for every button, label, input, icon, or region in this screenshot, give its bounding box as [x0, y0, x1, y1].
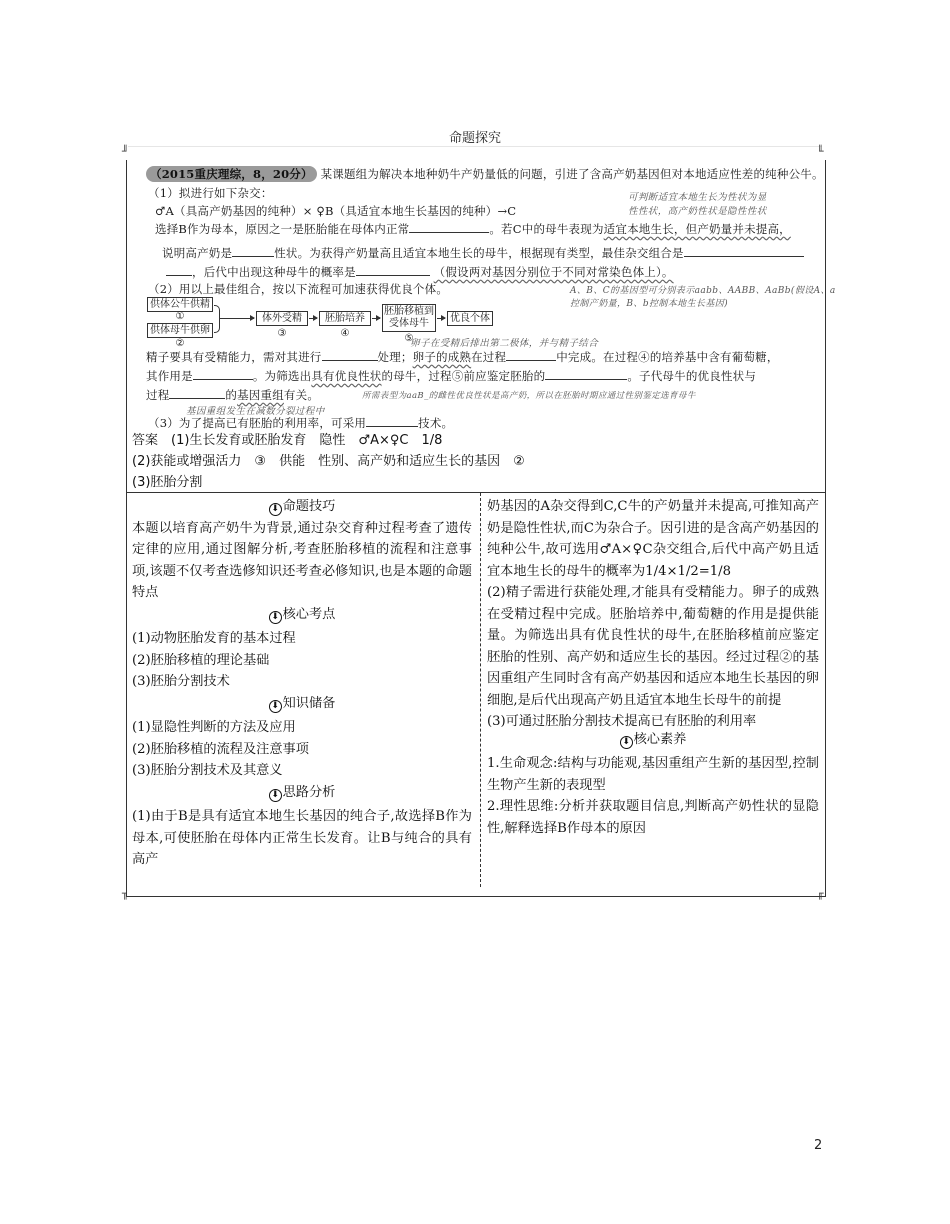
answer-blank-8: [545, 368, 627, 380]
flow-box-sperm: 供体公牛供精: [147, 297, 213, 312]
analysis-body: (1)由于B是具有适宜本地生长基因的纯合子,故选择B作为母本,可使胚胎在母体内正常生长发育。让B与纯合的具有高产: [132, 809, 472, 867]
answer-line-3: (3)胚胎分割: [132, 475, 203, 490]
question-line-c: [162, 245, 804, 261]
answer-line-2: (2)获能或增强活力 ③ 供能 性别、高产奶和适应生长的基因 ②: [132, 454, 525, 469]
core-point-item: (1)动物胚胎发育的基本过程: [132, 631, 296, 646]
flow-box-ivf: 体外受精: [256, 311, 308, 326]
wavy-underlined-text: 基因重组: [237, 388, 284, 402]
section-title-knowledge: [132, 693, 472, 715]
section-title-technique: [132, 496, 472, 518]
literacy-item: 1.生命观念:结构与功能观,基因重组产生新的基因型,控制生物产生新的表现型: [487, 756, 819, 793]
answer-blank-5: [322, 349, 378, 361]
flow-step-1: ①: [175, 311, 185, 322]
flow-brace: [214, 305, 220, 333]
analysis-continued-1: 奶基因的A杂交得到C,C牛的产奶量并未提高,可推知高产奶是隐性性状,而C为杂合子。因引进的是含高产奶基因的纯种公牛,故可选用♂A×♀C杂交组合,后代中高产奶且适宜本地生长的母牛的概率为1/4×1/2=1/8: [487, 499, 819, 579]
flow-box-result: 优良个体: [447, 311, 493, 326]
column-divider: [480, 493, 481, 887]
knowledge-item: (2)胚胎移植的流程及注意事项: [132, 741, 309, 757]
section-title-text: 核心素养: [633, 731, 687, 747]
question-line-e: [146, 349, 779, 365]
flow-step-2: ②: [175, 338, 185, 349]
analysis-continued-3: (3)可通过胚胎分割技术提高已有胚胎的利用率: [487, 714, 757, 729]
answer-blank-2: [232, 245, 274, 257]
part1-title: （1）拟进行如下杂交：: [148, 186, 273, 200]
text-segment: 。若C中的母牛表现为: [489, 222, 604, 236]
literacy-item: 2.理性思维:分析并获取题目信息,判断高产奶性状的显隐性,解释选择B作母本的原因: [487, 799, 819, 836]
flow-step-3: ③: [277, 328, 287, 339]
down-arrow-circle-icon: ⬇: [620, 736, 633, 749]
text-segment: ，后代中出现这种母牛的概率是: [192, 265, 356, 279]
handwritten-note-2b: 控制产奶量，B、b控制本地生长基因): [570, 299, 729, 309]
text-segment: 精子要具有受精能力，需对其进行: [146, 350, 322, 364]
flow-box-transfer-line2: 受体母牛: [389, 318, 429, 329]
wavy-underlined-text: （假设两对基因分别位于不同对常染色体上）。: [433, 265, 674, 279]
section-title-analysis: [132, 782, 472, 804]
text-segment: 选择B作为母本，原因之一是胚胎能在母体内正常: [155, 222, 410, 236]
answer-line-1: 答案 (1)生长发育或胚胎发育 隐性 ♂A×♀C 1/8: [132, 433, 443, 448]
flow-box-egg: 供体母牛供卵: [147, 323, 213, 338]
corner-mark-top-left: ╜: [122, 145, 129, 158]
corner-mark-bottom-left: ╖: [122, 887, 129, 900]
handwritten-note-1b: 性性状，高产奶性状是隐性性状: [628, 206, 767, 217]
flow-arrow-2: [309, 318, 317, 319]
section-divider: [126, 492, 826, 493]
core-point-item: (2)胚胎移植的理论基础: [132, 652, 270, 668]
flow-step-5: ⑤: [404, 333, 414, 344]
source-tag: （2015重庆理综，8，20分）: [146, 166, 317, 182]
knowledge-item: (3)胚胎分割技术及其意义: [132, 763, 283, 778]
text-segment: 的: [225, 388, 238, 402]
left-column: [132, 496, 472, 871]
answer-block: [132, 430, 822, 493]
text-segment: 有关。: [283, 388, 320, 402]
text-segment: （3）为了提高已有胚胎的利用率，可采用: [148, 416, 367, 430]
text-segment: 技术。: [418, 416, 454, 430]
question-line-d: [166, 264, 674, 280]
down-arrow-circle-icon: ⬇: [269, 503, 282, 516]
question-line-f: [146, 368, 756, 384]
text-segment: 其作用是: [146, 369, 193, 383]
section-title-text: 命题技巧: [282, 499, 336, 514]
flow-arrow-4: [437, 318, 445, 319]
text-segment: 中完成。在过程④的培养基中含有葡萄糖，: [556, 350, 779, 364]
handwritten-note-4: 所需表型为aaB_的雌性优良性状是高产奶，所以在胚胎时期应通过性别鉴定选育母牛: [362, 391, 696, 401]
answer-blank-7: [193, 368, 253, 380]
flow-arrow-3: [372, 318, 380, 319]
flow-step-4: ④: [340, 328, 350, 339]
section-title-text: 思路分析: [282, 784, 336, 800]
question-stem-line: [146, 166, 824, 182]
handwritten-note-3: 卵子在受精后排出第二极体，并与精子结合: [410, 338, 599, 349]
text-segment: 处理；: [377, 350, 413, 364]
page-header-title: 命题探究: [448, 131, 501, 146]
flow-box-transfer: [382, 304, 436, 332]
answer-blank-4: [356, 264, 430, 276]
handwritten-note-1a: 可判断适宜本地生长为性状为显: [628, 192, 767, 203]
down-arrow-circle-icon: ⬇: [269, 789, 282, 802]
question-stem: 某课题组为解决本地种奶牛产奶量低的问题，引进了含高产奶基因但对本地适应性差的纯种公牛。: [320, 167, 824, 181]
corner-mark-top-right: ╙: [817, 145, 824, 158]
down-arrow-circle-icon: ⬇: [269, 700, 282, 713]
handwritten-note-2a: A、B、C的基因型可分别表示aabb、AABB、AaBb(假设A、a: [570, 286, 836, 296]
section-title-text: 知识储备: [282, 695, 336, 711]
section-title-core-points: [132, 604, 472, 626]
text-segment: 。为筛选出: [252, 369, 312, 383]
section-title-text: 核心考点: [282, 606, 336, 622]
text-segment: 过程: [146, 388, 170, 402]
right-column: [487, 496, 819, 839]
text-segment: 的母牛，过程⑤前应鉴定胚胎的: [381, 369, 546, 383]
question-line-b: [155, 221, 791, 237]
wavy-underlined-text: 卵子的成熟: [412, 350, 472, 364]
flow-box-transfer-line1: 胚胎移植到: [384, 306, 434, 317]
knowledge-item: (1)显隐性判断的方法及应用: [132, 720, 296, 735]
text-segment: 说明高产奶是: [162, 246, 233, 260]
wavy-underlined-text: 具有优良性状: [311, 369, 382, 383]
text-segment: 在过程: [471, 350, 507, 364]
down-arrow-circle-icon: ⬇: [269, 611, 282, 624]
part3-line: [148, 415, 453, 431]
flow-box-culture: 胚胎培养: [319, 311, 371, 326]
answer-blank-10: [366, 415, 418, 427]
core-point-item: (3)胚胎分割技术: [132, 674, 230, 689]
technique-body: 本题以培育高产奶牛为背景,通过杂交育种过程考查了遗传定律的应用,通过图解分析,考查胚胎移植的流程和注意事项,该题不仅考查选修知识还考查必修知识,也是本题的命题特点: [132, 520, 472, 600]
text-segment: 性状。为获得产奶量高且适宜本地生长的母牛，根据现有类型，最佳杂交组合是: [274, 246, 684, 260]
corner-mark-bottom-right: ╓: [817, 887, 824, 900]
handwritten-note-5: 基因重组发生在减数分裂过程中: [186, 406, 325, 417]
header-rule: [128, 146, 822, 147]
text-segment: 。子代母牛的优良性状与: [627, 369, 757, 383]
answer-blank-3: [684, 245, 804, 257]
page-number: 2: [814, 1138, 823, 1153]
analysis-continued-2: (2)精子需进行获能处理,才能具有受精能力。卵子的成熟在受精过程中完成。胚胎培养中,葡萄糖的作用是提供能量。为筛选出具有优良性状的母牛,在胚胎移植前应鉴定胚胎的性别、高产奶和适应生长的基因。经过过程②的基因重组产生同时含有高产奶基因和适应本地生长基因的卵细胞,是后代出现高产奶且适宜本地生长母牛的前提: [487, 585, 819, 708]
wavy-underlined-text: 适宜本地生长，但产奶量并未提高，: [603, 222, 791, 236]
answer-blank-9: [169, 387, 225, 399]
answer-blank-6: [506, 349, 556, 361]
answer-blank-3b: [166, 264, 192, 276]
question-line-g: [146, 387, 319, 403]
flow-arrow-1: [220, 318, 254, 319]
cross-formula: ♂A（具高产奶基因的纯种）× ♀B（具适宜本地生长基因的纯种）→C: [155, 204, 517, 218]
part2-title: （2）用以上最佳组合，按以下流程可加速获得优良个体。: [148, 282, 449, 296]
answer-blank-1: [409, 221, 489, 233]
